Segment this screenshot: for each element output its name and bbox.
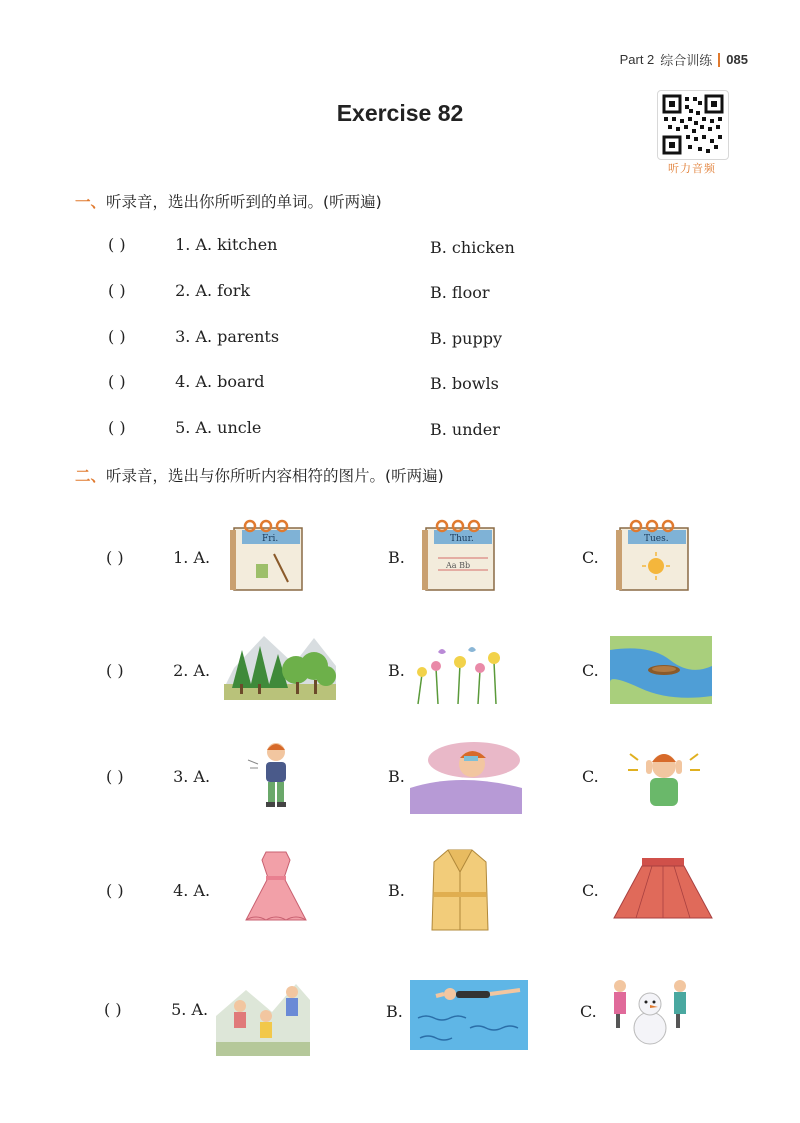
option-a-label: A. [193, 661, 211, 680]
part-label: Part 2 [619, 52, 655, 67]
answer-blank[interactable]: ( ) [106, 881, 124, 900]
option-a-label: A. [191, 1000, 209, 1019]
answer-blank[interactable]: ( ) [108, 327, 126, 346]
section-label: 综合训练 [660, 53, 713, 68]
swimming-picture[interactable] [410, 980, 528, 1050]
option-a: A. uncle [195, 418, 262, 437]
page-header [620, 50, 748, 69]
option-b-label: B. [386, 1002, 403, 1021]
item-number: 3. [173, 767, 189, 786]
option-c-label: C. [582, 881, 599, 900]
answer-blank[interactable]: ( ) [108, 235, 126, 254]
option-b-label: B. [388, 881, 405, 900]
calendar-tuesday-picture[interactable] [614, 518, 694, 594]
hiking-picture[interactable] [216, 976, 310, 1056]
answer-blank[interactable]: ( ) [106, 661, 124, 680]
option-a: A. fork [195, 281, 251, 300]
skirt-picture[interactable] [612, 856, 714, 922]
item-number: 1. [173, 548, 189, 567]
exercise-title: Exercise 82 [336, 100, 464, 126]
section2-title [75, 464, 444, 486]
option-a: A. kitchen [195, 235, 278, 254]
calendar-thursday-picture[interactable] [420, 518, 500, 594]
list-item [108, 235, 277, 254]
item-number: 2. [173, 661, 189, 680]
item-number: 5. [175, 418, 191, 437]
item-number: 4. [173, 881, 189, 900]
forest-picture[interactable] [224, 628, 336, 700]
option-a-label: A. [193, 881, 211, 900]
option-b-label: B. [388, 767, 405, 786]
item-number: 5. [171, 1000, 187, 1019]
answer-blank[interactable]: ( ) [108, 372, 126, 391]
coat-picture[interactable] [428, 848, 492, 932]
calendar-day-label: Thur. [450, 534, 474, 544]
section1-number: 一、 [75, 193, 107, 211]
option-a: A. board [195, 372, 265, 391]
calendar-day-label: Tues. [644, 534, 669, 544]
list-item [106, 767, 210, 786]
option-b: B. under [430, 420, 500, 439]
option-c-label: C. [582, 767, 599, 786]
item-number: 1. [175, 235, 191, 254]
river-boat-picture[interactable] [610, 636, 712, 704]
section1-instruction: 听录音，选出你所听到的单词。(听两遍) [106, 193, 382, 211]
list-item [108, 327, 279, 346]
list-item [106, 661, 210, 680]
sick-in-bed-picture[interactable] [410, 738, 522, 814]
answer-blank[interactable]: ( ) [108, 281, 126, 300]
boy-headache-picture[interactable] [624, 746, 704, 810]
section1-title [75, 190, 382, 212]
option-c-label: C. [580, 1002, 597, 1021]
option-b-label: B. [388, 661, 405, 680]
section2-instruction: 听录音，选出与你所听内容相符的图片。(听两遍) [106, 467, 444, 485]
option-a-label: A. [193, 548, 211, 567]
page-number: 085 [726, 52, 748, 67]
flowers-picture[interactable] [408, 644, 508, 706]
option-b: B. chicken [430, 238, 515, 257]
list-item [104, 1000, 208, 1019]
list-item [106, 548, 210, 567]
item-number: 2. [175, 281, 191, 300]
qr-label: 听力音频 [668, 162, 716, 175]
list-item [108, 372, 264, 391]
option-b: B. puppy [430, 329, 502, 348]
snowman-picture[interactable] [606, 976, 694, 1048]
item-number: 3. [175, 327, 191, 346]
option-c-label: C. [582, 548, 599, 567]
option-b: B. floor [430, 283, 490, 302]
qr-code-icon [658, 91, 728, 159]
section2-number: 二、 [75, 467, 107, 485]
header-divider [718, 53, 720, 67]
answer-blank[interactable]: ( ) [108, 418, 126, 437]
option-b: B. bowls [430, 374, 499, 393]
calendar-letters: Aa Bb [446, 561, 471, 570]
answer-blank[interactable]: ( ) [104, 1000, 122, 1019]
dress-picture[interactable] [240, 848, 312, 924]
calendar-day-label: Fri. [262, 534, 279, 544]
list-item [106, 881, 210, 900]
answer-blank[interactable]: ( ) [106, 767, 124, 786]
qr-code[interactable] [657, 90, 729, 160]
option-c-label: C. [582, 661, 599, 680]
option-b-label: B. [388, 548, 405, 567]
boy-coughing-picture[interactable] [244, 740, 306, 812]
list-item [108, 281, 250, 300]
item-number: 4. [175, 372, 191, 391]
answer-blank[interactable]: ( ) [106, 548, 124, 567]
option-a-label: A. [193, 767, 211, 786]
option-a: A. parents [195, 327, 280, 346]
calendar-friday-picture[interactable] [228, 518, 308, 594]
list-item [108, 418, 261, 437]
